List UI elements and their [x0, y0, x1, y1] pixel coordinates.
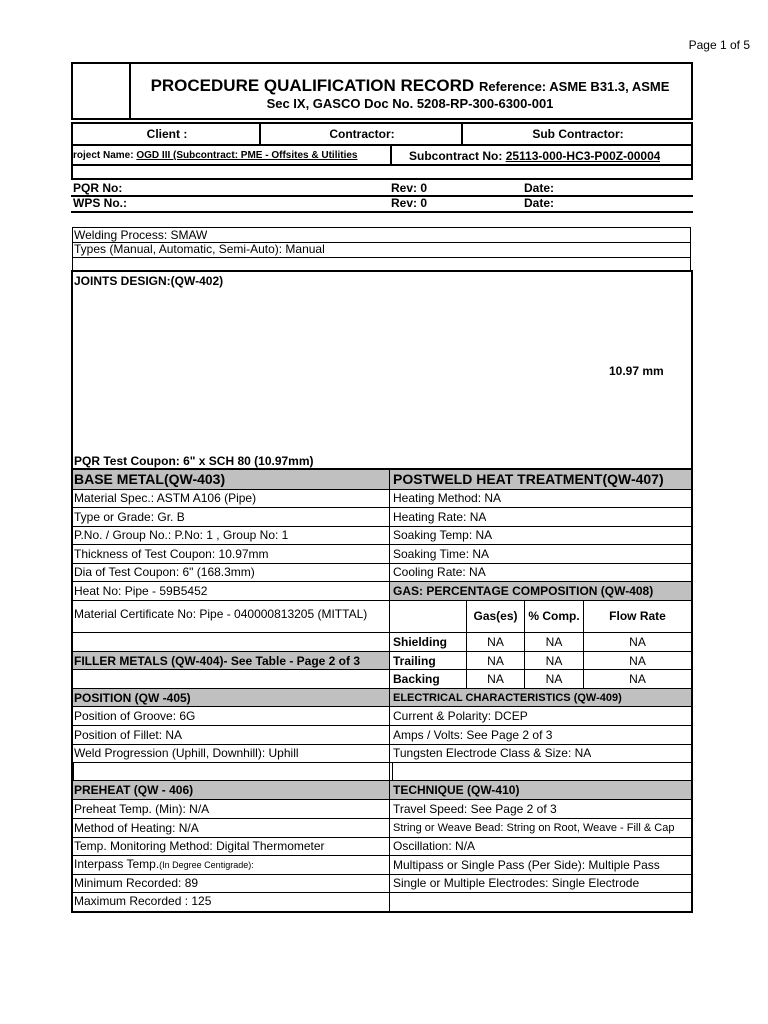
technique-heading: TECHNIQUE (QW-410): [393, 783, 520, 797]
filler-heading: FILLER METALS (QW-404)- See Table - Page 2 of 3: [74, 654, 361, 668]
divider: [73, 669, 691, 670]
page-number: Page 1 of 5: [688, 38, 750, 52]
divider: [392, 762, 393, 780]
joint-thickness: 10.97 mm: [609, 364, 664, 378]
gas-value: NA: [629, 635, 646, 649]
gas-col-gases: Gas(es): [473, 609, 518, 623]
project-row: [71, 144, 693, 166]
string-weave-bead: String or Weave Bead: String on Root, Weave - Fill & Cap: [393, 822, 675, 834]
coupon-dia: Dia of Test Coupon: 6" (168.3mm): [74, 565, 255, 579]
position-fillet: Position of Fillet: NA: [74, 728, 183, 742]
divider: [73, 489, 691, 490]
wps-date: Date:: [524, 196, 555, 210]
divider: [73, 526, 691, 527]
divider: [73, 762, 74, 780]
subcontract-no: 25113-000-HC3-P00Z-00004: [505, 149, 661, 163]
preheat-temp: Preheat Temp. (Min): N/A: [74, 802, 210, 816]
title-reference: Reference: ASME B31.3, ASME: [478, 79, 670, 94]
logo-placeholder: [73, 64, 131, 118]
gas-row-backing: Backing: [393, 672, 440, 686]
method-of-heating: Method of Heating: N/A: [74, 821, 199, 835]
title-doc-no: Sec IX, GASCO Doc No. 5208-RP-300-6300-001: [266, 96, 554, 111]
divider: [389, 600, 691, 601]
divider: [389, 632, 691, 633]
coupon-thickness: Thickness of Test Coupon: 10.97mm: [74, 547, 269, 561]
oscillation: Oscillation: N/A: [393, 839, 476, 853]
gas-value: NA: [487, 635, 504, 649]
divider: [73, 874, 691, 875]
cooling-rate: Cooling Rate: NA: [393, 565, 486, 579]
divider: [73, 544, 691, 545]
pqr-block: [71, 180, 693, 214]
wps-rev: Rev: 0: [391, 196, 428, 210]
blank-row: [71, 166, 693, 180]
divider: [73, 725, 691, 726]
electrodes: Single or Multiple Electrodes: Single Electrode: [393, 876, 640, 890]
type-grade: Type or Grade: Gr. B: [74, 510, 185, 524]
electrical-heading: ELECTRICAL CHARACTERISTICS (QW-409): [393, 692, 622, 704]
position-groove: Position of Groove: 6G: [74, 709, 196, 723]
client-label: Client :: [72, 123, 260, 145]
gas-row-trailing: Trailing: [393, 654, 436, 668]
material-certificate: Material Certificate No: Pipe - 040000813205 (MITTAL): [74, 607, 368, 621]
gas-col-comp: % Comp.: [528, 609, 580, 623]
divider: [73, 892, 691, 893]
document-title: [133, 76, 687, 96]
pqr-date: Date:: [524, 181, 555, 195]
travel-speed: Travel Speed: See Page 2 of 3: [393, 802, 557, 816]
gas-heading: GAS: PERCENTAGE COMPOSITION (QW-408): [393, 584, 654, 598]
gas-value: NA: [629, 654, 646, 668]
position-heading: POSITION (QW -405): [74, 691, 191, 705]
pwht-heading: POSTWELD HEAT TREATMENT(QW-407): [393, 471, 664, 487]
sub-contractor-label: Sub Contractor:: [462, 123, 692, 145]
divider: [73, 706, 691, 707]
gas-value: NA: [629, 672, 646, 686]
p-no-group: P.No. / Group No.: P.No: 1 , Group No: 1: [74, 528, 289, 542]
soaking-temp: Soaking Temp: NA: [393, 528, 493, 542]
maximum-recorded: Maximum Recorded : 125: [74, 894, 212, 908]
pqr-no-label: PQR No:: [73, 181, 123, 195]
joints-heading: JOINTS DESIGN:(QW-402): [74, 274, 224, 288]
heating-rate: Heating Rate: NA: [393, 510, 487, 524]
heat-no: Heat No: Pipe - 59B5452: [74, 584, 208, 598]
material-spec: Material Spec.: ASTM A106 (Pipe): [74, 491, 257, 505]
gas-value: NA: [545, 672, 563, 686]
interpass-label: Interpass Temp.: [74, 857, 160, 871]
preheat-heading: PREHEAT (QW - 406): [74, 783, 194, 797]
multipass: Multipass or Single Pass (Per Side): Multiple Pass: [393, 858, 660, 872]
divider: [71, 195, 693, 197]
joints-design-block: [71, 270, 693, 470]
divider: [73, 257, 690, 258]
pqr-rev: Rev: 0: [391, 181, 428, 195]
gas-value: NA: [545, 654, 563, 668]
divider: [73, 563, 691, 564]
amps-volts: Amps / Volts: See Page 2 of 3: [393, 728, 553, 742]
divider: [390, 146, 392, 164]
tungsten-electrode: Tungsten Electrode Class & Size: NA: [393, 746, 592, 760]
gas-value: NA: [545, 635, 563, 649]
title-block: [71, 62, 693, 120]
main-grid: [71, 468, 693, 913]
divider: [73, 855, 691, 856]
project-name-label: roject Name:: [73, 150, 134, 161]
gas-col-flow: Flow Rate: [609, 609, 666, 623]
gas-value: NA: [487, 654, 504, 668]
interpass-unit: (In Degree Centigrade):: [159, 860, 254, 870]
divider: [73, 744, 691, 745]
title-main: PROCEDURE QUALIFICATION RECORD: [150, 76, 475, 95]
divider: [73, 837, 691, 838]
gas-row-shielding: Shielding: [393, 635, 447, 649]
divider: [73, 632, 389, 633]
project-name: OGD III (Subcontract: PME - Offsites & Utilities: [136, 150, 358, 161]
divider: [389, 689, 390, 706]
base-metal-heading: BASE METAL(QW-403): [74, 471, 226, 487]
divider: [73, 600, 389, 601]
soaking-time: Soaking Time: NA: [393, 547, 490, 561]
test-coupon: PQR Test Coupon: 6" x SCH 80 (10.97mm): [74, 454, 314, 468]
welding-process: Welding Process: SMAW: [74, 228, 208, 242]
divider: [389, 781, 390, 799]
process-block: [72, 227, 691, 271]
wps-no-label: WPS No.:: [73, 196, 127, 210]
interpass-temp: [74, 857, 254, 871]
divider: [73, 818, 691, 819]
divider: [73, 762, 691, 763]
current-polarity: Current & Polarity: DCEP: [393, 709, 528, 723]
divider: [71, 211, 693, 213]
heating-method: Heating Method: NA: [393, 491, 502, 505]
minimum-recorded: Minimum Recorded: 89: [74, 876, 199, 890]
divider: [73, 799, 691, 800]
parties-table: [71, 122, 693, 146]
subcontract-label: Subcontract No:: [409, 149, 503, 163]
welding-types: Types (Manual, Automatic, Semi-Auto): Manual: [74, 242, 325, 256]
weld-progression: Weld Progression (Uphill, Downhill): Uphill: [74, 746, 299, 760]
contractor-label: Contractor:: [260, 123, 462, 145]
divider: [73, 507, 691, 508]
temp-monitoring: Temp. Monitoring Method: Digital Thermometer: [74, 839, 325, 853]
gas-value: NA: [487, 672, 504, 686]
